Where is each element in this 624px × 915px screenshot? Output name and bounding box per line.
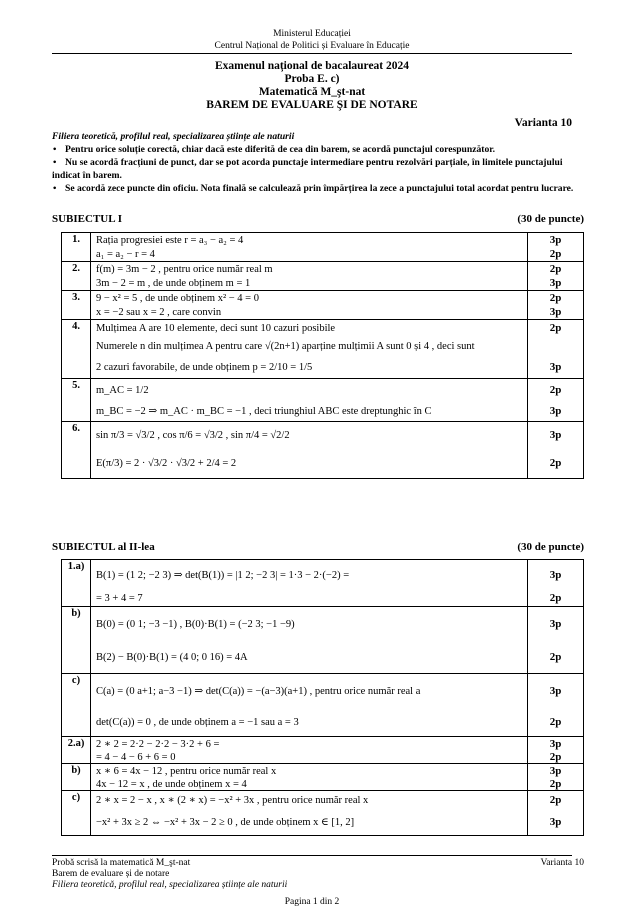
subiect1-solution-line: 9 − x² = 5 , de unde obținem x² − 4 = 0 [96, 292, 259, 304]
footer-line-3: Filiera teoretică, profilul real, specializarea științe ale naturii [52, 880, 288, 890]
subiect2-score: 3p [549, 685, 562, 697]
subiect2-solution-line: 4x − 12 = x , de unde obținem x = 4 [96, 778, 247, 790]
subiect1-score: 3p [549, 234, 562, 246]
subiect1-row [62, 233, 584, 262]
subiect2-heading [52, 541, 584, 553]
note-1: • Pentru orice soluție corectă, chiar dacă este diferită de cea din barem, se acordă punctajul corespunzător. [52, 143, 584, 156]
subiect1-solution-line: E(π/3) = 2 · √3/2 · √3/2 + 2/4 = 2 [96, 457, 237, 469]
subiect1-solution [91, 379, 528, 422]
subiect2-solution-line: det(C(a)) = 0 , de unde obținem a = −1 sau a = 3 [96, 716, 299, 728]
subiect2-row [62, 764, 584, 791]
subiect1-solution [91, 291, 528, 320]
subiect1-score: 2p [549, 248, 562, 260]
subiect2-score: 3p [549, 816, 562, 828]
footer-variant: Varianta 10 [540, 858, 584, 868]
subiect2-solution-line: = 3 + 4 = 7 [96, 592, 143, 604]
subiect1-score-cell [528, 422, 584, 479]
subiect2-item-number: c) [62, 674, 91, 737]
subiect1-score: 3p [549, 429, 562, 441]
subiect2-score-cell [528, 764, 584, 791]
subiect2-score: 3p [549, 765, 562, 777]
subiect1-solution-line: Numerele n din mulțimea A pentru care √(2n+1) aparține mulțimii A sunt 0 și 4 , deci sunt [96, 340, 475, 352]
variant-label: Varianta 10 [514, 117, 572, 129]
subiect2-row [62, 737, 584, 764]
subiect2-row [62, 791, 584, 836]
subiect1-solution [91, 422, 528, 479]
subiect1-score: 2p [549, 384, 562, 396]
subiect2-score-cell [528, 674, 584, 737]
exam-proba: Proba E. c) [284, 73, 340, 85]
subiect2-row [62, 560, 584, 607]
subiect1-score [528, 336, 583, 356]
subiect1-solution-line: Mulțimea A are 10 elemente, deci sunt 10 cazuri posibile [96, 322, 336, 334]
subiect2-solution-line: B(0) = (0 1; −3 −1) , B(0)·B(1) = (−2 3; −1 −9) [96, 618, 295, 630]
subiect1-title: SUBIECTUL I [52, 213, 123, 225]
header-ministry: Ministerul Educației [273, 29, 351, 39]
subiect1-score: 2p [549, 322, 562, 334]
subiect2-score: 3p [549, 738, 562, 750]
subiect1-score-cell [528, 233, 584, 262]
note-3: • Se acordă zece puncte din oficiu. Nota finală se calculează prin împărțirea la zece a punctajului total acordat pentru lucrare. [52, 182, 584, 195]
subiect2-score: 2p [549, 751, 562, 763]
subiect1-item-number: 4. [62, 320, 91, 379]
subiect1-solution-line: x = −2 sau x = 2 , care convin [96, 306, 222, 318]
subiect2-solution-line: x ∗ 6 = 4x − 12 , pentru orice număr real x [96, 766, 277, 777]
note-2: • Nu se acordă fracțiuni de punct, dar se pot acorda punctaje intermediare pentru rezolvări parțiale, în limitele punctajului indicat în barem. [52, 156, 584, 182]
subiect2-solution [91, 674, 528, 737]
header-center: Centrul Național de Politici și Evaluare în Educație [214, 41, 410, 51]
subiect2-score: 2p [549, 716, 562, 728]
footer-line-2: Barem de evaluare și de notare [52, 869, 170, 879]
subiect1-item-number: 3. [62, 291, 91, 320]
subiect2-solution [91, 560, 528, 607]
header-divider [52, 53, 572, 54]
subiect1-score: 2p [549, 457, 562, 469]
subiect1-solution-line: Rația progresiei este r = a₃ − a₂ = 4 [96, 234, 244, 246]
subiect2-score: 2p [549, 794, 562, 806]
subiect2-points: (30 de puncte) [517, 541, 584, 553]
subiect2-solution-line: B(2) − B(0)·B(1) = (4 0; 0 16) = 4A [96, 651, 248, 663]
barem-title: BAREM DE EVALUARE ŞI DE NOTARE [206, 99, 418, 111]
subiect2-item-number: b) [62, 607, 91, 674]
exam-title: Examenul național de bacalaureat 2024 [214, 60, 410, 72]
subiect1-item-number: 5. [62, 379, 91, 422]
subiect2-item-number: 1.a) [62, 560, 91, 607]
subiect1-score-cell [528, 291, 584, 320]
subiect2-item-number: 2.a) [62, 737, 91, 764]
subiect1-item-number: 6. [62, 422, 91, 479]
subiect2-score: 3p [549, 618, 562, 630]
subiect2-score-cell [528, 737, 584, 764]
subiect1-score-cell [528, 379, 584, 422]
subiect1-row [62, 379, 584, 422]
footer-divider [52, 855, 572, 856]
subiect2-row [62, 674, 584, 737]
subiect1-heading [52, 213, 584, 225]
subiect2-item-number: c) [62, 791, 91, 836]
subiect2-score: 2p [549, 778, 562, 790]
subiect1-score: 3p [549, 361, 562, 373]
subiect1-score: 3p [549, 306, 562, 318]
subiect1-solution [91, 233, 528, 262]
footer [52, 858, 584, 891]
instructions [52, 130, 584, 195]
subiect1-score: 3p [549, 277, 562, 289]
subiect2-solution [91, 607, 528, 674]
subiect1-solution [91, 262, 528, 291]
subiect1-table [61, 232, 584, 479]
subiect1-solution-line: m_BC = −2 ⇒ m_AC · m_BC = −1 , deci triunghiul ABC este dreptunghic în C [96, 406, 432, 417]
subiect2-score-cell [528, 791, 584, 836]
subiect1-item-number: 2. [62, 262, 91, 291]
subiect1-score-cell [528, 262, 584, 291]
subiect1-solution-line: m_AC = 1/2 [96, 384, 149, 396]
subiect1-solution-line: sin π/3 = √3/2 , cos π/6 = √3/2 , sin π/4 = √2/2 [96, 429, 290, 441]
subiect2-row [62, 607, 584, 674]
subiect2-table [61, 559, 584, 836]
subiect2-solution-line: B(1) = (1 2; −2 3) ⇒ det(B(1)) = |1 2; −2 3| = 1·3 − 2·(−2) = [96, 570, 350, 581]
subiect2-solution-line: C(a) = (0 a+1; a−3 −1) ⇒ det(C(a)) = −(a−3)(a+1) , pentru orice număr real a [96, 686, 421, 697]
subiect1-score: 2p [549, 263, 562, 275]
subiect1-item-number: 1. [62, 233, 91, 262]
subiect1-score-cell [528, 320, 584, 379]
subiect2-solution-line: = 4 − 4 − 6 + 6 = 0 [96, 751, 176, 763]
filiera-text: Filiera teoretică, profilul real, specializarea științe ale naturii [52, 131, 295, 142]
subiect2-solution-line: 2 ∗ 2 = 2·2 − 2·2 − 3·2 + 6 = [96, 739, 220, 750]
exam-subject: Matematică M_şt-nat [258, 86, 366, 98]
subiect1-solution-line: 2 cazuri favorabile, de unde obținem p = 2/10 = 1/5 [96, 361, 313, 373]
footer-line-1: Probă scrisă la matematică M_şt-nat [52, 858, 191, 868]
subiect1-row [62, 262, 584, 291]
subiect1-solution [91, 320, 528, 379]
subiect2-solution [91, 737, 528, 764]
subiect2-score-cell [528, 560, 584, 607]
subiect1-row [62, 320, 584, 379]
subiect2-score: 2p [549, 651, 562, 663]
subiect1-solution-line: a₁ = a₂ − r = 4 [96, 248, 155, 260]
subiect2-solution-line: 2 ∗ x = 2 − x , x ∗ (2 ∗ x) = −x² + 3x , pentru orice număr real x [96, 795, 369, 806]
subiect2-score: 2p [549, 592, 562, 604]
subiect1-solution-line: 3m − 2 = m , de unde obținem m = 1 [96, 277, 251, 289]
subiect2-item-number: b) [62, 764, 91, 791]
subiect1-row [62, 291, 584, 320]
subiect1-points: (30 de puncte) [517, 213, 584, 225]
subiect2-score-cell [528, 607, 584, 674]
subiect1-solution-line: f(m) = 3m − 2 , pentru orice număr real m [96, 263, 273, 275]
subiect2-score: 3p [549, 569, 562, 581]
subiect2-solution [91, 764, 528, 791]
subiect2-title: SUBIECTUL al II-lea [52, 541, 155, 553]
subiect2-solution-line: −x² + 3x ≥ 2 ⇔ −x² + 3x − 2 ≥ 0 , de unde obținem x ∈ [1, 2] [96, 817, 355, 828]
subiect2-solution [91, 791, 528, 836]
subiect1-score: 2p [549, 292, 562, 304]
subiect1-score: 3p [549, 405, 562, 417]
page-number: Pagina 1 din 2 [284, 897, 340, 907]
subiect1-row [62, 422, 584, 479]
